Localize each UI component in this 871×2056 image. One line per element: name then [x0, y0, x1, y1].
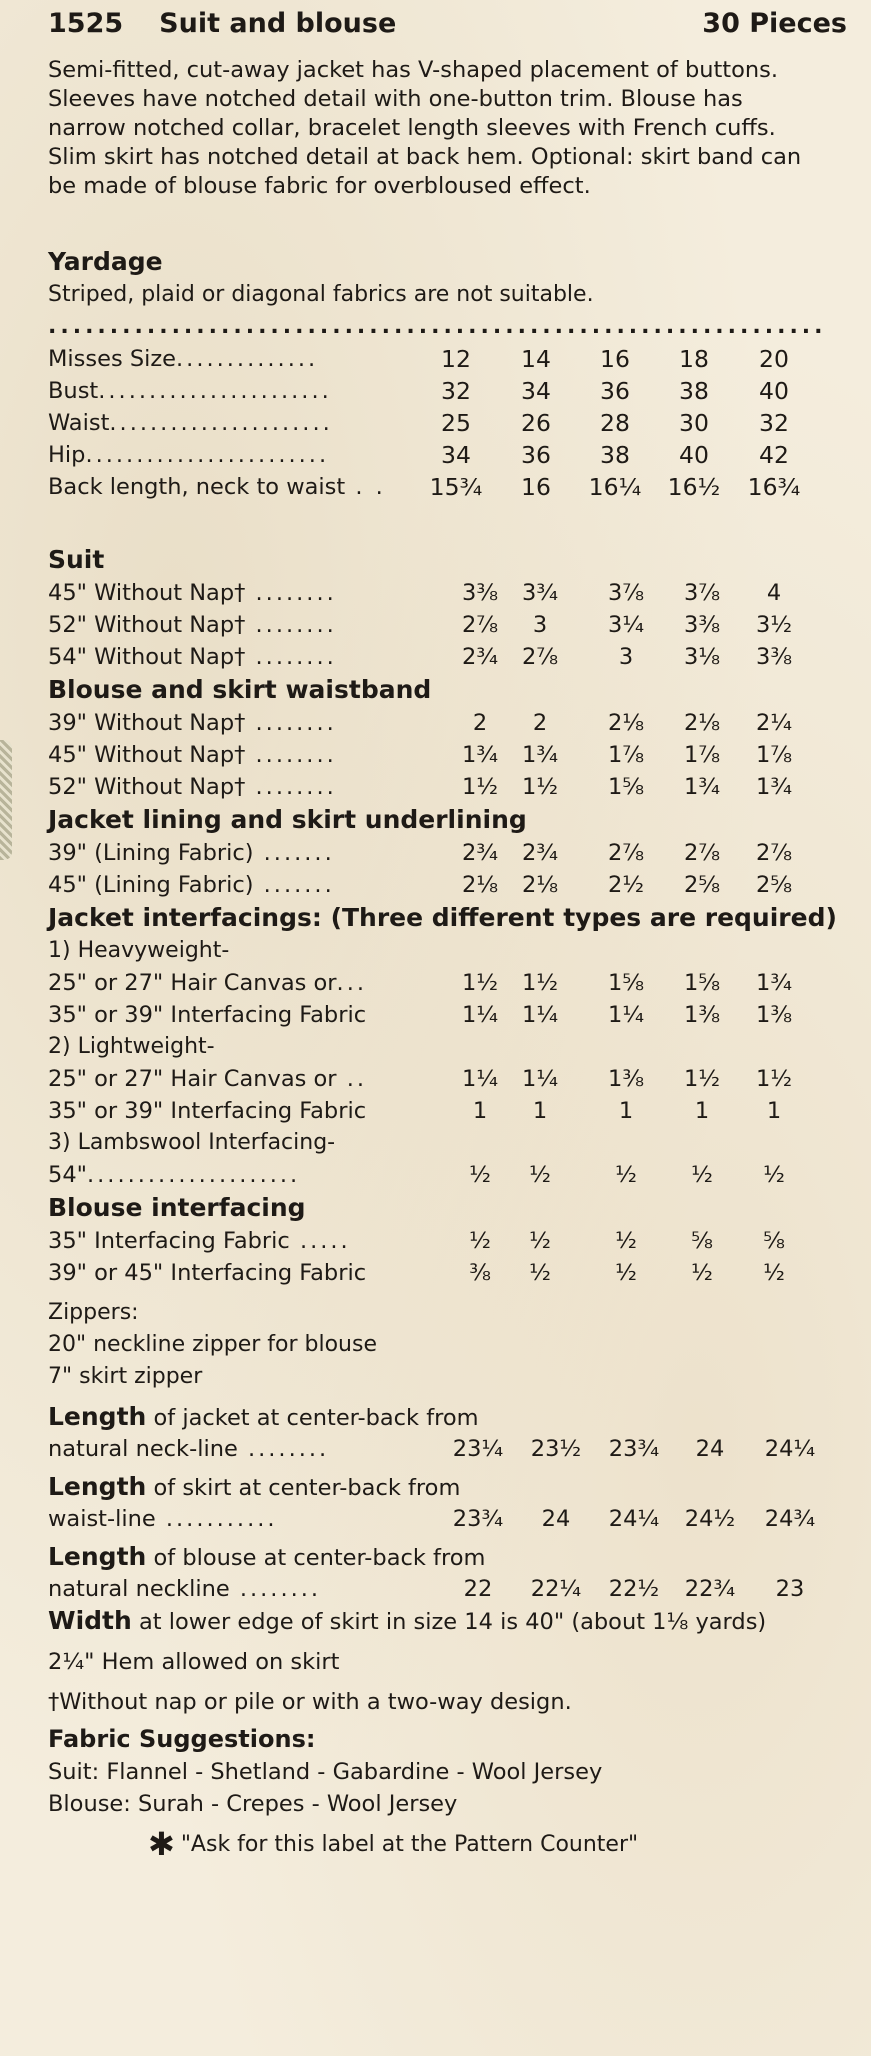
- pattern-description: Semi-fitted, cut-away jacket has V-shaped placement of buttons. Sleeves have notched detail with one-button trim. Blouse has narrow notched collar, bracelet length sleeves with French cuffs. Slim skirt has notched detail at back hem. Optional: skirt band can be made of blouse fabric for overbloused effect.: [48, 57, 802, 199]
- size-row: Waist...................... 25 26 28 30 32: [48, 409, 789, 437]
- yardage-row: 39" (Lining Fabric) ....... 2¾ 2¾ 2⅞ 2⅞ 2⅞: [48, 840, 793, 866]
- nap-footnote: †Without nap or pile or with a two-way design.: [48, 1689, 572, 1715]
- fabric-swatch-edge: [0, 740, 12, 860]
- yardage-row: 52" Without Nap† ........ 2⅞ 3 3¼ 3⅜ 3½: [48, 612, 793, 638]
- interfacing-heavy-label: 1) Heavyweight-: [48, 938, 230, 963]
- zippers-title: Zippers:: [48, 1300, 139, 1325]
- length-row: natural neck-line ........ 23¼ 23½ 23¾ 24 24¼: [48, 1436, 816, 1462]
- pattern-header: [48, 8, 857, 52]
- yardage-row: 54"..................... ½ ½ ½ ½ ½: [48, 1162, 785, 1188]
- fabric-suit: Suit: Flannel - Shetland - Gabardine - Wool Jersey: [48, 1759, 603, 1785]
- yardage-row: 39" or 45" Interfacing Fabric ⅜ ½ ½ ½ ½: [48, 1260, 785, 1286]
- pattern-number: 1525: [48, 8, 124, 39]
- blouse-skirt-table: [48, 707, 857, 803]
- yardage-row: 35" or 39" Interfacing Fabric 1 1 1 1 1: [48, 1098, 782, 1124]
- yardage-row: 45" Without Nap† ........ 3⅜ 3¾ 3⅞ 3⅞ 4: [48, 580, 782, 606]
- yardage-row: 35" Interfacing Fabric ..... ½ ½ ½ ⅝ ⅝: [48, 1228, 785, 1254]
- zipper-item: 7" skirt zipper: [48, 1364, 203, 1389]
- yardage-row: 54" Without Nap† ........ 2¾ 2⅞ 3 3⅛ 3⅜: [48, 644, 793, 670]
- interfacing-lambswool-label: 3) Lambswool Interfacing-: [48, 1130, 336, 1155]
- pieces-count: 30 Pieces: [702, 8, 847, 39]
- jacket-interfacing-title: Jacket interfacings: (Three different types are required): [48, 903, 837, 932]
- hem-note: 2¼" Hem allowed on skirt: [48, 1649, 340, 1675]
- yardage-row: 52" Without Nap† ........ 1½ 1½ 1⅝ 1¾ 1¾: [48, 774, 793, 800]
- zipper-item: 20" neckline zipper for blouse: [48, 1332, 378, 1357]
- fabric-blouse: Blouse: Surah - Crepes - Wool Jersey: [48, 1791, 458, 1817]
- size-row: Misses Size.............. 12 14 16 18 20: [48, 345, 789, 373]
- blouse-interfacing-title: Blouse interfacing: [48, 1193, 306, 1222]
- size-table: [48, 343, 857, 503]
- size-row: Hip........................ 34 36 38 40 42: [48, 441, 789, 469]
- asterisk-icon: ✱: [148, 1825, 175, 1863]
- pattern-title: Suit and blouse: [159, 8, 397, 39]
- lining-title: Jacket lining and skirt underlining: [48, 805, 527, 834]
- yardage-row: 39" Without Nap† ........ 2 2 2⅛ 2⅛ 2¼: [48, 710, 793, 736]
- interfacing-light-label: 2) Lightweight-: [48, 1034, 215, 1059]
- yardage-row: 45" (Lining Fabric) ....... 2⅛ 2⅛ 2½ 2⅝ 2⅝: [48, 872, 793, 898]
- length-row: waist-line ........... 23¾ 24 24¼ 24½ 24¾: [48, 1506, 816, 1532]
- pattern-counter-note: ✱ "Ask for this label at the Pattern Counter": [148, 1825, 639, 1863]
- length-heading: Length of jacket at center-back from: [48, 1402, 479, 1431]
- yardage-note: Striped, plaid or diagonal fabrics are not suitable.: [48, 282, 594, 307]
- yardage-row: 25" or 27" Hair Canvas or .. 1¼ 1¼ 1⅜ 1½ 1½: [48, 1066, 793, 1092]
- fabric-suggestions-title: Fabric Suggestions:: [48, 1725, 316, 1753]
- yardage-row: 35" or 39" Interfacing Fabric 1¼ 1¼ 1¼ 1⅜ 1⅜: [48, 1002, 793, 1028]
- blouse-interfacing-table: [48, 1225, 857, 1289]
- length-row: natural neckline ........ 22 22¼ 22½ 22¾ 23: [48, 1576, 805, 1602]
- length-heading: Length of blouse at center-back from: [48, 1542, 486, 1571]
- yardage-row: 45" Without Nap† ........ 1¾ 1¾ 1⅞ 1⅞ 1⅞: [48, 742, 793, 768]
- skirt-width-note: Width at lower edge of skirt in size 14 is 40" (about 1⅛ yards): [48, 1606, 767, 1635]
- length-heading: Length of skirt at center-back from: [48, 1472, 461, 1501]
- lining-table: [48, 837, 857, 901]
- jacket-interfacing-table: [48, 935, 857, 1191]
- yardage-row: 25" or 27" Hair Canvas or... 1½ 1½ 1⅝ 1⅝ 1¾: [48, 970, 793, 996]
- suit-title: Suit: [48, 545, 105, 574]
- lengths-table: [48, 1401, 857, 1605]
- size-row: Bust....................... 32 34 36 38 40: [48, 377, 789, 405]
- suit-table: [48, 577, 857, 673]
- yardage-title: Yardage: [48, 247, 163, 276]
- size-row: Back length, neck to waist . . 15¾ 16 16¼ 16½ 16¾: [48, 473, 801, 501]
- dotted-divider: ...............................................................: [48, 314, 827, 339]
- blouse-skirt-title: Blouse and skirt waistband: [48, 675, 432, 704]
